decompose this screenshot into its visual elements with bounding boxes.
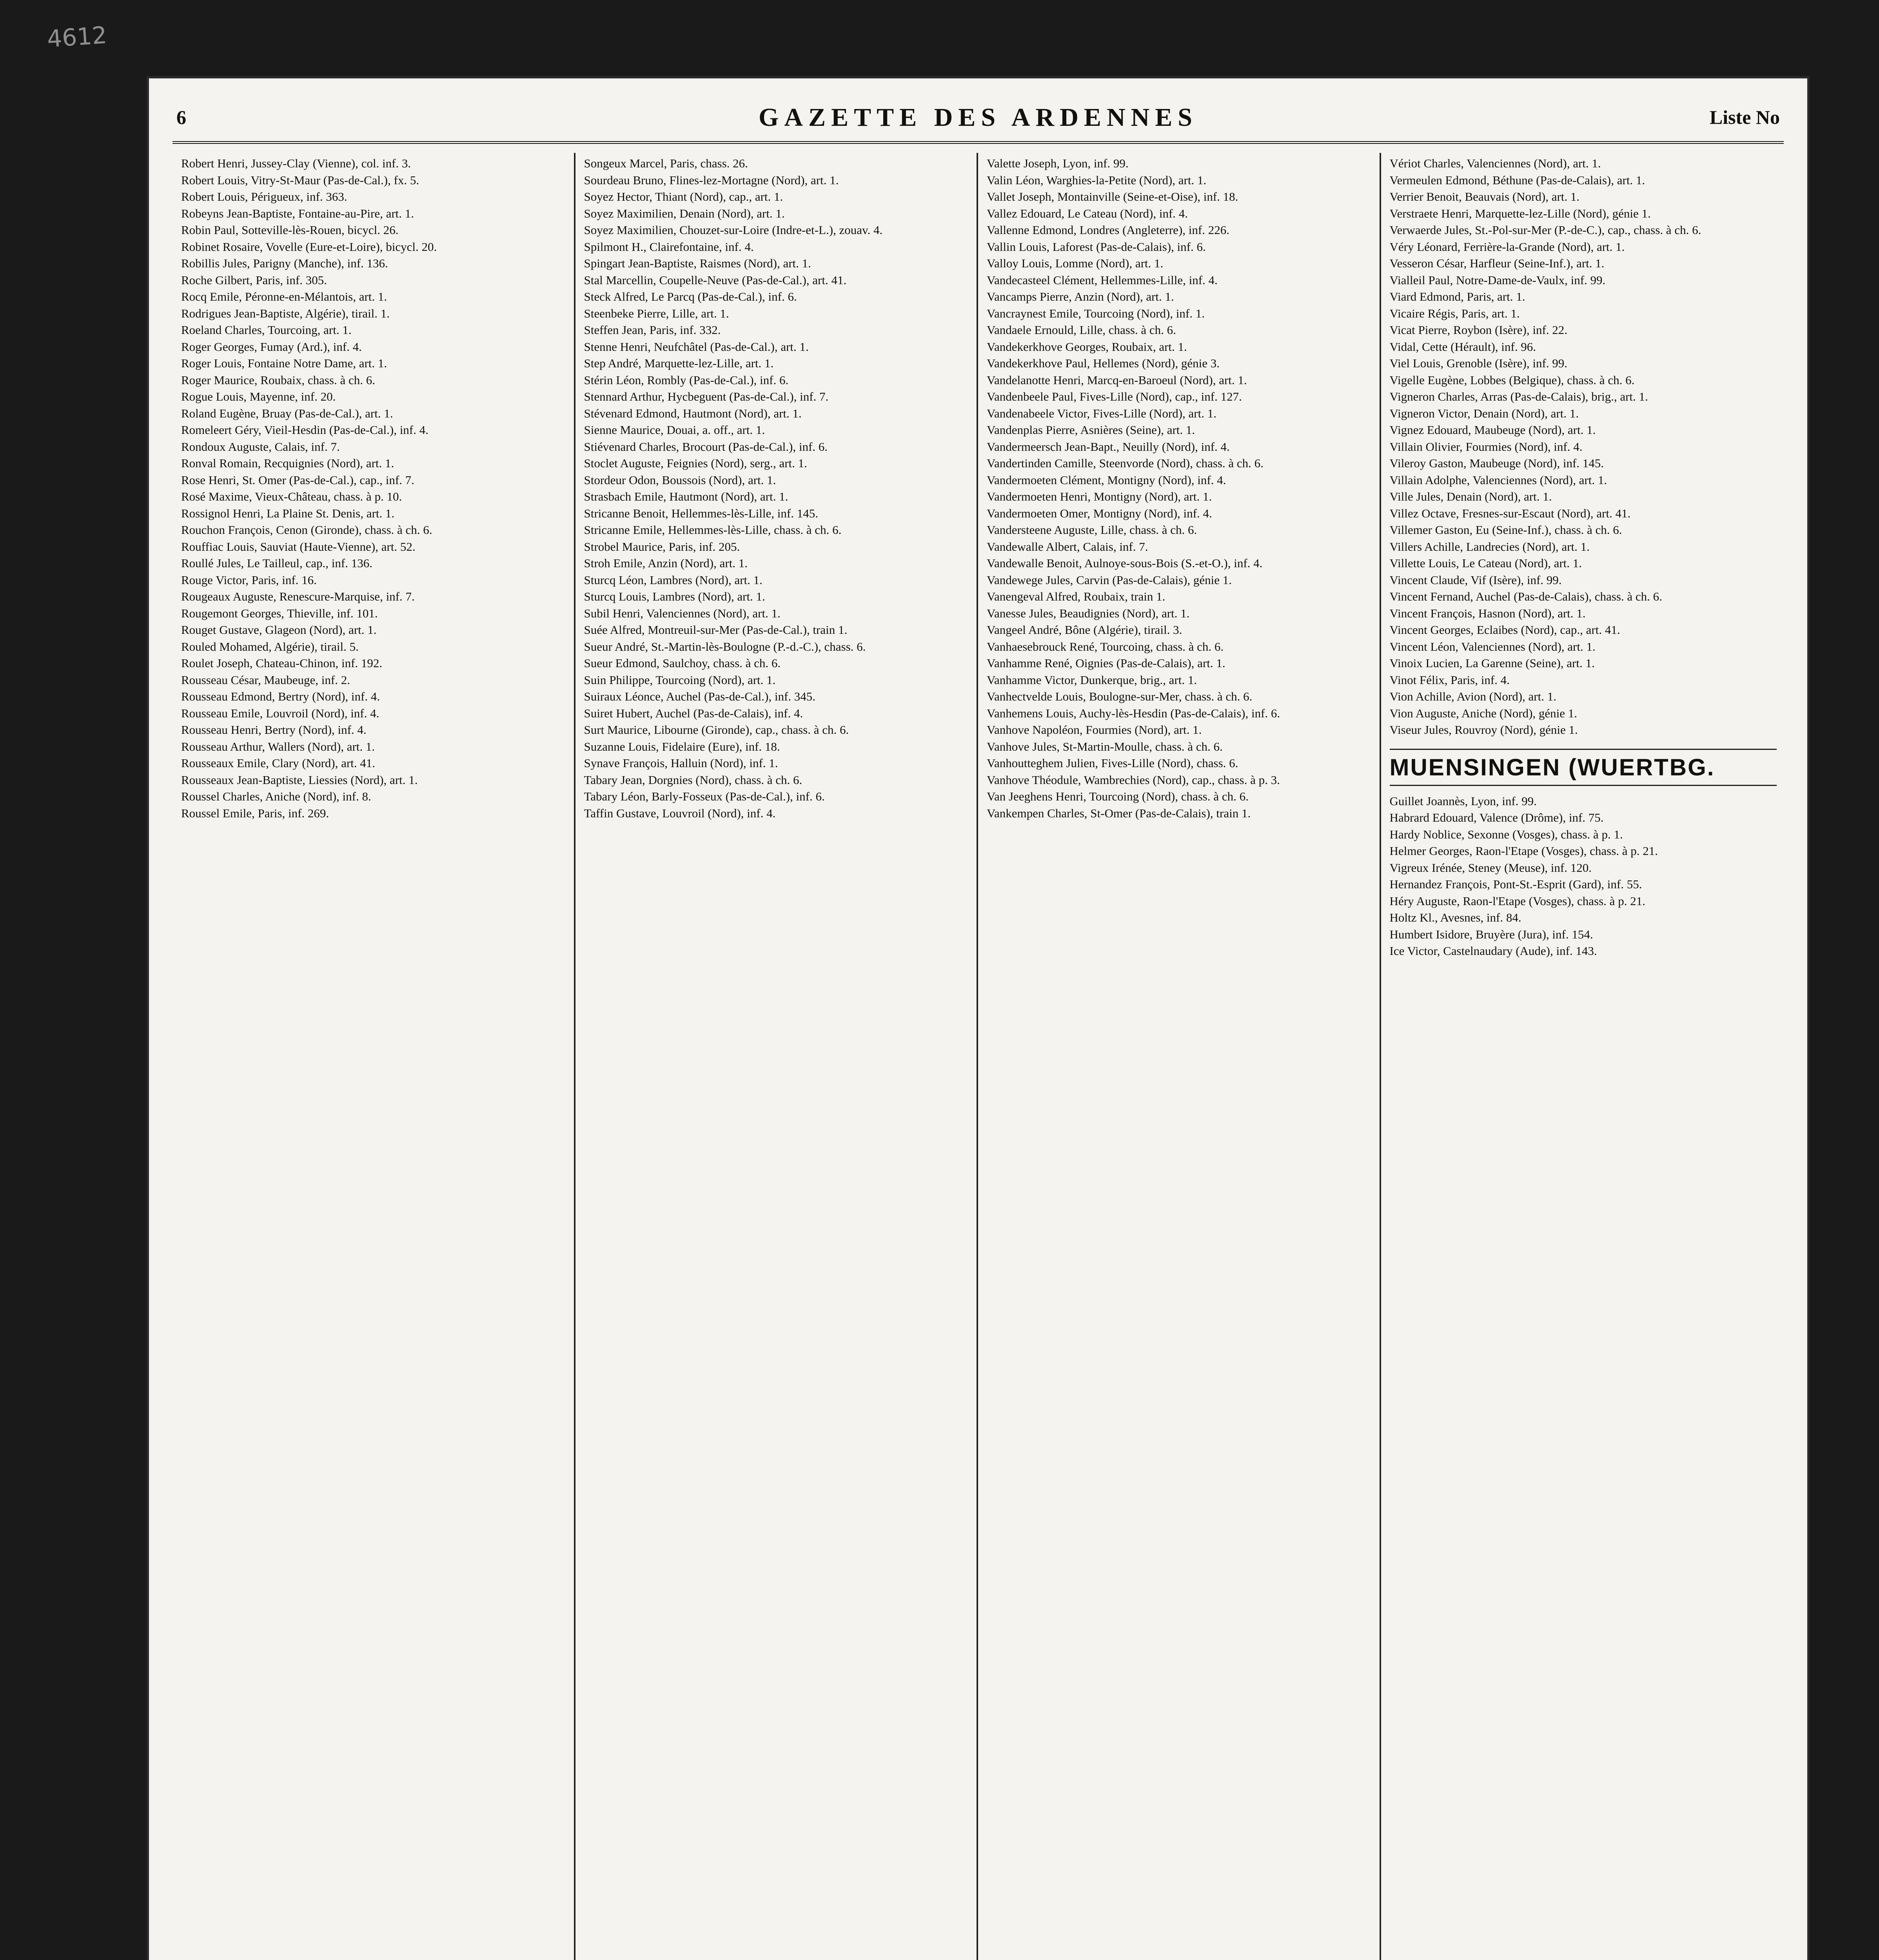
list-entry: Roger Louis, Fontaine Notre Dame, art. 1. (181, 356, 387, 370)
list-entry: Vallet Joseph, Montainville (Seine-et-Oise), inf. 18. (987, 190, 1238, 203)
list-entry: Valin Léon, Warghies-la-Petite (Nord), art. 1. (987, 173, 1207, 187)
list-entry: Sturcq Louis, Lambres (Nord), art. 1. (584, 590, 765, 603)
list-entry: Ville Jules, Denain (Nord), art. 1. (1389, 490, 1552, 503)
list-entry: Stiévenard Charles, Brocourt (Pas-de-Cal.), inf. 6. (584, 439, 828, 454)
list-entry: Suée Alfred, Montreuil-sur-Mer (Pas-de-Cal.), train 1. (584, 623, 848, 637)
list-entry: Vandekerkhove Paul, Hellemes (Nord), génie 3. (987, 356, 1220, 370)
list-entry: Rouge Victor, Paris, inf. 16. (181, 573, 317, 587)
list-entry: Rosé Maxime, Vieux-Château, chass. à p. 10. (181, 490, 402, 503)
list-entry: Rousseau Arthur, Wallers (Nord), art. 1. (181, 739, 375, 753)
list-entry: Steffen Jean, Paris, inf. 332. (584, 323, 721, 337)
list-entry: Subil Henri, Valenciennes (Nord), art. 1. (584, 606, 781, 620)
list-entry: Vanhemens Louis, Auchy-lès-Hesdin (Pas-de-Calais), inf. 6. (987, 706, 1280, 720)
list-entry: Rousseaux Emile, Clary (Nord), art. 41. (181, 756, 376, 770)
list-entry: Tabary Léon, Barly-Fosseux (Pas-de-Cal.), inf. 6. (584, 789, 825, 803)
list-entry: Stennard Arthur, Hycbeguent (Pas-de-Cal.), inf. 7. (584, 390, 829, 403)
list-entry: Holtz Kl., Avesnes, inf. 84. (1389, 911, 1521, 924)
newspaper-page (149, 78, 1807, 1960)
list-entry: Sturcq Léon, Lambres (Nord), art. 1. (584, 573, 762, 587)
list-entry: Roche Gilbert, Paris, inf. 305. (181, 273, 327, 287)
list-entry: Vignez Edouard, Maubeuge (Nord), art. 1. (1389, 423, 1596, 437)
list-entry: Rousseau Edmond, Bertry (Nord), inf. 4. (181, 690, 380, 703)
list-entry: Rouchon François, Cenon (Gironde), chass. à ch. 6. (181, 523, 432, 537)
list-entry: Vileroy Gaston, Maubeuge (Nord), inf. 145. (1389, 456, 1604, 470)
list-entry: Roger Georges, Fumay (Ard.), inf. 4. (181, 339, 362, 354)
list-entry: Sueur André, St.-Martin-lès-Boulogne (P.-d.-C.), chass. 6. (584, 639, 866, 653)
list-entry: Vandecasteel Clément, Hellemmes-Lille, inf. 4. (987, 273, 1218, 287)
list-entry: Vesseron César, Harfleur (Seine-Inf.), art. 1. (1389, 256, 1605, 270)
list-entry: Hardy Noblice, Sexonne (Vosges), chass. à p. 1. (1389, 827, 1623, 841)
list-entry: Roulet Joseph, Chateau-Chinon, inf. 192. (181, 656, 383, 670)
list-entry: Roussel Emile, Paris, inf. 269. (181, 806, 329, 820)
list-entry: Villette Louis, Le Cateau (Nord), art. 1. (1389, 556, 1582, 570)
list-entry: Ice Victor, Castelnaudary (Aude), inf. 143. (1389, 944, 1597, 958)
list-label: Liste No (1709, 106, 1780, 128)
list-entry: Guillet Joannès, Lyon, inf. 99. (1389, 794, 1537, 808)
list-entry: Strasbach Emile, Hautmont (Nord), art. 1. (584, 490, 788, 503)
list-entry: Rouffiac Louis, Sauviat (Haute-Vienne), art. 52. (181, 539, 416, 554)
list-entry: Vandermeersch Jean-Bapt., Neuilly (Nord), inf. 4. (987, 439, 1230, 454)
list-entry: Vanengeval Alfred, Roubaix, train 1. (987, 590, 1166, 603)
list-entry: Vincent Georges, Eclaibes (Nord), cap., art. 41. (1389, 623, 1620, 637)
list-entry: Vandaele Ernould, Lille, chass. à ch. 6. (987, 323, 1176, 337)
list-entry: Strobel Maurice, Paris, inf. 205. (584, 539, 740, 554)
list-entry: Rose Henri, St. Omer (Pas-de-Cal.), cap., inf. 7. (181, 473, 414, 487)
list-entry: Rouled Mohamed, Algérie), tirail. 5. (181, 639, 359, 653)
list-entry: Vanhove Théodule, Wambrechies (Nord), cap., chass. à p. 3. (987, 773, 1280, 787)
page-header (172, 94, 1784, 144)
list-entry: Vandewalle Benoit, Aulnoye-sous-Bois (S.-et-O.), inf. 4. (987, 556, 1263, 570)
list-entry: Vincent Claude, Vif (Isère), inf. 99. (1389, 573, 1562, 587)
list-entry: Verstraete Henri, Marquette-lez-Lille (Nord), génie 1. (1389, 206, 1651, 220)
list-entry: Stoclet Auguste, Feignies (Nord), serg., art. 1. (584, 456, 807, 470)
list-entry: Vigneron Charles, Arras (Pas-de-Calais), brig., art. 1. (1389, 390, 1648, 403)
column-1 (172, 153, 576, 1960)
list-entry: Viseur Jules, Rouvroy (Nord), génie 1. (1389, 723, 1578, 737)
list-entry: Rouget Gustave, Glageon (Nord), art. 1. (181, 623, 377, 637)
list-entry: Vinot Félix, Paris, inf. 4. (1389, 673, 1510, 687)
list-entry: Robert Louis, Vitry-St-Maur (Pas-de-Cal.), fx. 5. (181, 173, 419, 187)
list-entry: Robert Louis, Périgueux, inf. 363. (181, 190, 347, 203)
column-2 (576, 153, 979, 1960)
section-title-muensingen: MUENSINGEN (WUERTBG. (1390, 749, 1777, 786)
list-entry: Vinoix Lucien, La Garenne (Seine), art. 1. (1389, 656, 1595, 670)
list-entry: Stérin Léon, Rombly (Pas-de-Cal.), inf. 6. (584, 373, 789, 387)
list-entry: Suiraux Léonce, Auchel (Pas-de-Cal.), inf. 345. (584, 690, 816, 703)
list-entry: Vanhove Jules, St-Martin-Moulle, chass. à ch. 6. (987, 739, 1223, 753)
list-entry: Robeyns Jean-Baptiste, Fontaine-au-Pire, art. 1. (181, 206, 414, 220)
list-entry: Roger Maurice, Roubaix, chass. à ch. 6. (181, 373, 376, 387)
list-entry: Vankempen Charles, St-Omer (Pas-de-Calais), train 1. (987, 806, 1251, 820)
list-entry: Roland Eugène, Bruay (Pas-de-Cal.), art. 1. (181, 406, 393, 420)
list-entry: Steck Alfred, Le Parcq (Pas-de-Cal.), inf. 6. (584, 290, 797, 303)
list-entry: Vandewalle Albert, Calais, inf. 7. (987, 539, 1148, 554)
list-entry: Villers Achille, Landrecies (Nord), art. 1. (1389, 539, 1590, 554)
list-entry: Vanhectvelde Louis, Boulogne-sur-Mer, chass. à ch. 6. (987, 690, 1253, 703)
list-entry: Tabary Jean, Dorgnies (Nord), chass. à ch. 6. (584, 773, 802, 787)
list-entry: Villain Adolphe, Valenciennes (Nord), art. 1. (1389, 473, 1607, 487)
list-entry: Vanhamme René, Oignies (Pas-de-Calais), art. 1. (987, 656, 1225, 670)
list-entry: Héry Auguste, Raon-l'Etape (Vosges), chass. à p. 21. (1389, 894, 1645, 908)
list-entry: Soyez Maximilien, Chouzet-sur-Loire (Indre-et-L.), zouav. 4. (584, 223, 883, 237)
list-entry: Rossignol Henri, La Plaine St. Denis, art. 1. (181, 506, 395, 520)
list-entry: Vallin Louis, Laforest (Pas-de-Calais), inf. 6. (987, 240, 1206, 254)
list-entry: Roullé Jules, Le Tailleul, cap., inf. 136. (181, 556, 372, 570)
list-entry: Spilmont H., Clairefontaine, inf. 4. (584, 240, 754, 254)
list-entry: Vancamps Pierre, Anzin (Nord), art. 1. (987, 290, 1174, 303)
list-entry: Villemer Gaston, Eu (Seine-Inf.), chass. à ch. 6. (1389, 523, 1622, 537)
list-entry: Roussel Charles, Aniche (Nord), inf. 8. (181, 789, 371, 803)
pencil-page-note: 4612 (46, 21, 108, 53)
list-entry: Hernandez François, Pont-St.-Esprit (Gard), inf. 55. (1389, 877, 1642, 891)
list-entry: Vidal, Cette (Hérault), inf. 96. (1389, 339, 1536, 354)
list-entry: Vigreux Irénée, Steney (Meuse), inf. 120. (1389, 860, 1592, 875)
list-entry: Taffin Gustave, Louvroil (Nord), inf. 4. (584, 806, 776, 820)
list-entry: Vandermoeten Henri, Montigny (Nord), art. 1. (987, 490, 1212, 503)
list-entry: Stroh Emile, Anzin (Nord), art. 1. (584, 556, 748, 570)
list-entry: Rousseau César, Maubeuge, inf. 2. (181, 673, 350, 687)
list-entry: Vandewege Jules, Carvin (Pas-de-Calais), génie 1. (987, 573, 1232, 587)
list-entry: Vandenbeele Paul, Fives-Lille (Nord), cap., inf. 127. (987, 390, 1242, 403)
list-entry: Stricanne Benoit, Hellemmes-lès-Lille, inf. 145. (584, 506, 818, 520)
list-entry: Stricanne Emile, Hellemmes-lès-Lille, chass. à ch. 6. (584, 523, 842, 537)
list-entry: Villez Octave, Fresnes-sur-Escaut (Nord), art. 41. (1389, 506, 1631, 520)
list-entry: Vanhove Napoléon, Fourmies (Nord), art. 1. (987, 723, 1202, 737)
list-entry: Viard Edmond, Paris, art. 1. (1389, 290, 1525, 303)
list-entry: Vincent Fernand, Auchel (Pas-de-Calais), chass. à ch. 6. (1389, 590, 1662, 603)
list-entry: Step André, Marquette-lez-Lille, art. 1. (584, 356, 774, 370)
list-entry: Habrard Edouard, Valence (Drôme), inf. 75. (1389, 811, 1604, 824)
list-entry: Roeland Charles, Tourcoing, art. 1. (181, 323, 352, 337)
column-4 (1381, 153, 1784, 1960)
list-entry: Vincent Léon, Valenciennes (Nord), art. 1. (1389, 639, 1596, 653)
list-entry: Véry Léonard, Ferrière-la-Grande (Nord), art. 1. (1389, 240, 1625, 254)
column-3 (978, 153, 1381, 1960)
list-entry: Stévenard Edmond, Hautmont (Nord), art. 1. (584, 406, 802, 420)
list-entry: Rogue Louis, Mayenne, inf. 20. (181, 390, 336, 403)
list-entry: Vandermoeten Omer, Montigny (Nord), inf. 4. (987, 506, 1212, 520)
list-entry: Stenne Henri, Neufchâtel (Pas-de-Cal.), art. 1. (584, 339, 809, 354)
list-entry: Synave François, Halluin (Nord), inf. 1. (584, 756, 778, 770)
list-entry: Sienne Maurice, Douai, a. off., art. 1. (584, 423, 765, 437)
list-entry: Stordeur Odon, Boussois (Nord), art. 1. (584, 473, 776, 487)
list-entry: Soyez Maximilien, Denain (Nord), art. 1. (584, 206, 785, 220)
list-entry: Vanesse Jules, Beaudignies (Nord), art. 1. (987, 606, 1190, 620)
list-entry: Vicaire Régis, Paris, art. 1. (1389, 306, 1520, 320)
list-entry: Verrier Benoit, Beauvais (Nord), art. 1. (1389, 190, 1580, 203)
list-entry: Sueur Edmond, Saulchoy, chass. à ch. 6. (584, 656, 781, 670)
list-entry: Ronval Romain, Recquignies (Nord), art. 1. (181, 456, 394, 470)
list-entry: Rousseau Emile, Louvroil (Nord), inf. 4. (181, 706, 379, 720)
list-entry: Soyez Hector, Thiant (Nord), cap., art. 1. (584, 190, 783, 203)
list-entry: Vallez Edouard, Le Cateau (Nord), inf. 4. (987, 206, 1188, 220)
list-entry: Romeleert Géry, Vieil-Hesdin (Pas-de-Cal.), inf. 4. (181, 423, 428, 437)
list-entry: Vandermoeten Clément, Montigny (Nord), inf. 4. (987, 473, 1226, 487)
list-entry: Robinet Rosaire, Vovelle (Eure-et-Loire), bicycl. 20. (181, 240, 437, 254)
list-entry: Robillis Jules, Parigny (Manche), inf. 136. (181, 256, 388, 270)
column-grid (172, 153, 1784, 1960)
newspaper-title: GAZETTE DES ARDENNES (759, 103, 1198, 132)
list-entry: Valloy Louis, Lomme (Nord), art. 1. (987, 256, 1164, 270)
section-entries (1390, 793, 1777, 960)
list-entry: Vandenplas Pierre, Asnières (Seine), art. 1. (987, 423, 1195, 437)
list-entry: Robin Paul, Sotteville-lès-Rouen, bicycl. 26. (181, 223, 399, 237)
list-entry: Rougemont Georges, Thieville, inf. 101. (181, 606, 378, 620)
list-entry: Robert Henri, Jussey-Clay (Vienne), col. inf. 3. (181, 156, 411, 170)
list-entry: Vériot Charles, Valenciennes (Nord), art. 1. (1389, 156, 1601, 170)
list-entry: Rocq Emile, Péronne-en-Mélantois, art. 1. (181, 290, 387, 303)
list-entry: Verwaerde Jules, St.-Pol-sur-Mer (P.-de-C.), cap., chass. à ch. 6. (1389, 223, 1701, 237)
page-number: 6 (176, 106, 186, 128)
list-entry: Humbert Isidore, Bruyère (Jura), inf. 154. (1389, 927, 1593, 941)
column-4-entries (1390, 155, 1777, 739)
list-entry: Vanhaesebrouck René, Tourcoing, chass. à ch. 6. (987, 639, 1224, 653)
list-entry: Surt Maurice, Libourne (Gironde), cap., chass. à ch. 6. (584, 723, 849, 737)
list-entry: Viel Louis, Grenoble (Isère), inf. 99. (1389, 356, 1568, 370)
list-entry: Vigneron Victor, Denain (Nord), art. 1. (1389, 406, 1579, 420)
list-entry: Vanhoutteghem Julien, Fives-Lille (Nord), chass. 6. (987, 756, 1238, 770)
list-entry: Vion Achille, Avion (Nord), art. 1. (1389, 690, 1556, 703)
list-entry: Vermeulen Edmond, Béthune (Pas-de-Calais), art. 1. (1389, 173, 1645, 187)
list-entry: Vanhamme Victor, Dunkerque, brig., art. 1. (987, 673, 1197, 687)
list-entry: Vicat Pierre, Roybon (Isère), inf. 22. (1389, 323, 1568, 337)
list-entry: Stal Marcellin, Coupelle-Neuve (Pas-de-Cal.), art. 41. (584, 273, 847, 287)
list-entry: Vallenne Edmond, Londres (Angleterre), inf. 226. (987, 223, 1229, 237)
list-entry: Vion Auguste, Aniche (Nord), génie 1. (1389, 706, 1578, 720)
list-entry: Rodrigues Jean-Baptiste, Algérie), tirail. 1. (181, 306, 390, 320)
list-entry: Valette Joseph, Lyon, inf. 99. (987, 156, 1129, 170)
list-entry: Vandelanotte Henri, Marcq-en-Baroeul (Nord), art. 1. (987, 373, 1247, 387)
list-entry: Suiret Hubert, Auchel (Pas-de-Calais), inf. 4. (584, 706, 803, 720)
list-entry: Vigelle Eugène, Lobbes (Belgique), chass. à ch. 6. (1389, 373, 1635, 387)
list-entry: Songeux Marcel, Paris, chass. 26. (584, 156, 748, 170)
list-entry: Vancraynest Emile, Tourcoing (Nord), inf. 1. (987, 306, 1205, 320)
list-entry: Rondoux Auguste, Calais, inf. 7. (181, 439, 340, 454)
list-entry: Vangeel André, Bône (Algérie), tirail. 3. (987, 623, 1182, 637)
list-entry: Vialleil Paul, Notre-Dame-de-Vaulx, inf. 99. (1389, 273, 1606, 287)
list-entry: Spingart Jean-Baptiste, Raismes (Nord), art. 1. (584, 256, 811, 270)
list-entry: Vandertinden Camille, Steenvorde (Nord), chass. à ch. 6. (987, 456, 1264, 470)
list-entry: Suin Philippe, Tourcoing (Nord), art. 1. (584, 673, 776, 687)
list-entry: Rousseau Henri, Bertry (Nord), inf. 4. (181, 723, 367, 737)
list-entry: Vandekerkhove Georges, Roubaix, art. 1. (987, 339, 1187, 354)
list-entry: Vincent François, Hasnon (Nord), art. 1. (1389, 606, 1586, 620)
list-entry: Villain Olivier, Fourmies (Nord), inf. 4. (1389, 439, 1583, 454)
list-entry: Vandersteene Auguste, Lille, chass. à ch. 6. (987, 523, 1197, 537)
list-entry: Steenbeke Pierre, Lille, art. 1. (584, 306, 729, 320)
list-entry: Rougeaux Auguste, Renescure-Marquise, inf. 7. (181, 590, 415, 603)
list-entry: Rousseaux Jean-Baptiste, Liessies (Nord), art. 1. (181, 773, 418, 787)
list-entry: Vandenabeele Victor, Fives-Lille (Nord), art. 1. (987, 406, 1216, 420)
list-entry: Helmer Georges, Raon-l'Etape (Vosges), chass. à p. 21. (1389, 844, 1658, 858)
list-entry: Van Jeeghens Henri, Tourcoing (Nord), chass. à ch. 6. (987, 789, 1249, 803)
list-entry: Sourdeau Bruno, Flines-lez-Mortagne (Nord), art. 1. (584, 173, 839, 187)
list-entry: Suzanne Louis, Fidelaire (Eure), inf. 18. (584, 739, 780, 753)
